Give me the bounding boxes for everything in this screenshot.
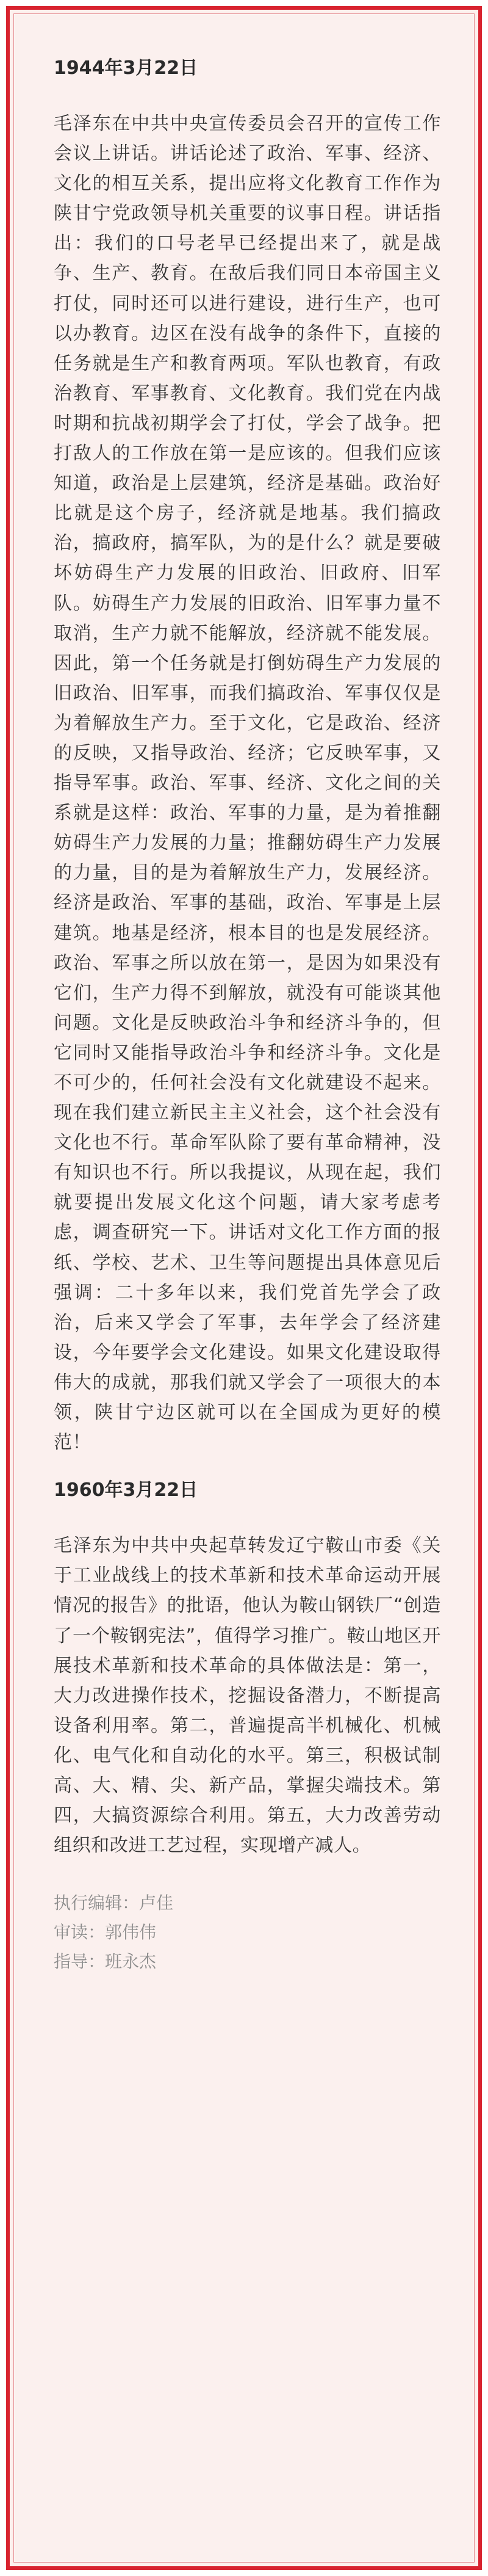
credit-executive-editor: 执行编辑：卢佳	[54, 1893, 174, 1914]
entry-text-1944: 毛泽东在中共中央宣传委员会召开的宣传工作会议上讲话。讲话论述了政治、军事、经济、文化的相互关系，提出应将文化教育工作作为陕甘宁党政领导机关重要的议事日程。讲话指出：我们的口号老早已经提出来了，就是战争、生产、教育。在敌后我们同日本帝国主义打仗，同时还可以进行建设，进行生产，也可以办教育。边区在没有战争的条件下，直接的任务就是生产和教育两项。军队也教育，有政治教育、军事教育、文化教育。我们党在内战时期和抗战初期学会了打仗，学会了战争。把打敌人的工作放在第一是应该的。但我们应该知道，政治是上层建筑，经济是基础。政治好比就是这个房子，经济就是地基。我们搞政治，搞政府，搞军队，为的是什么？就是要破坏妨碍生产力发展的旧政治、旧政府、旧军队。妨碍生产力发展的旧政治、旧军事力量不取消，生产力就不能解放，经济就不能发展。因此，第一个任务就是打倒妨碍生产力发展的旧政治、旧军事，而我们搞政治、军事仅仅是为着解放生产力。至于文化，它是政治、经济的反映，又指导政治、经济；它反映军事，又指导军事。政治、军事、经济、文化之间的关系就是这样：政治、军事的力量，是为着推翻妨碍生产力发展的力量；推翻妨碍生产力发展的力量，目的是为着解放生产力，发展经济。经济是政治、军事的基础，政治、军事是上层建筑。地基是经济，根本目的也是发展经济。政治、军事之所以放在第一，是因为如果没有它们，生产力得不到解放，就没有可能谈其他问题。文化是反映政治斗争和经济斗争的，但它同时又能指导政治斗争和经济斗争。文化是不可少的，任何社会没有文化就建设不起来。现在我们建立新民主主义社会，这个社会没有文化也不行。革命军队除了要有革命精神，没有知识也不行。所以我提议，从现在起，我们就要提出发展文化这个问题，请大家考虑考虑，调查研究一下。讲话对文化工作方面的报纸、学校、艺术、卫生等问题提出具体意见后强调：二十多年以来，我们党首先学会了政治，后来又学会了军事，去年学会了经济建设，今年要学会文化建设。如果文化建设取得伟大的成就，那我们就又学会了一项很大的本领，陕甘宁边区就可以在全国成为更好的模范！	[54, 113, 441, 1454]
article-content	[54, 56, 441, 1976]
entry-date-1960: 1960年3月22日	[54, 1479, 198, 1501]
entry-text-1960: 毛泽东为中共中央起草转发辽宁鞍山市委《关于工业战线上的技术革新和技术革命运动开展情况的报告》的批语，他认为鞍山钢铁厂“创造了一个鞍钢宪法”，值得学习推广。鞍山地区开展技术革新和技术革命的具体做法是：第一，大力改进操作技术，挖掘设备潜力，不断提高设备利用率。第二，普遍提高半机械化、机械化、电气化和自动化的水平。第三，积极试制高、大、精、尖、新产品，掌握尖端技术。第四，大搞资源综合利用。第五，大力改善劳动组织和改进工艺过程，实现增产减人。	[54, 1535, 441, 1857]
credits-block	[54, 1888, 441, 1976]
entry-date-1944: 1944年3月22日	[54, 57, 198, 79]
credit-supervisor: 指导：班永杰	[54, 1951, 157, 1972]
credit-proofreader: 审读：郭伟伟	[54, 1922, 157, 1943]
